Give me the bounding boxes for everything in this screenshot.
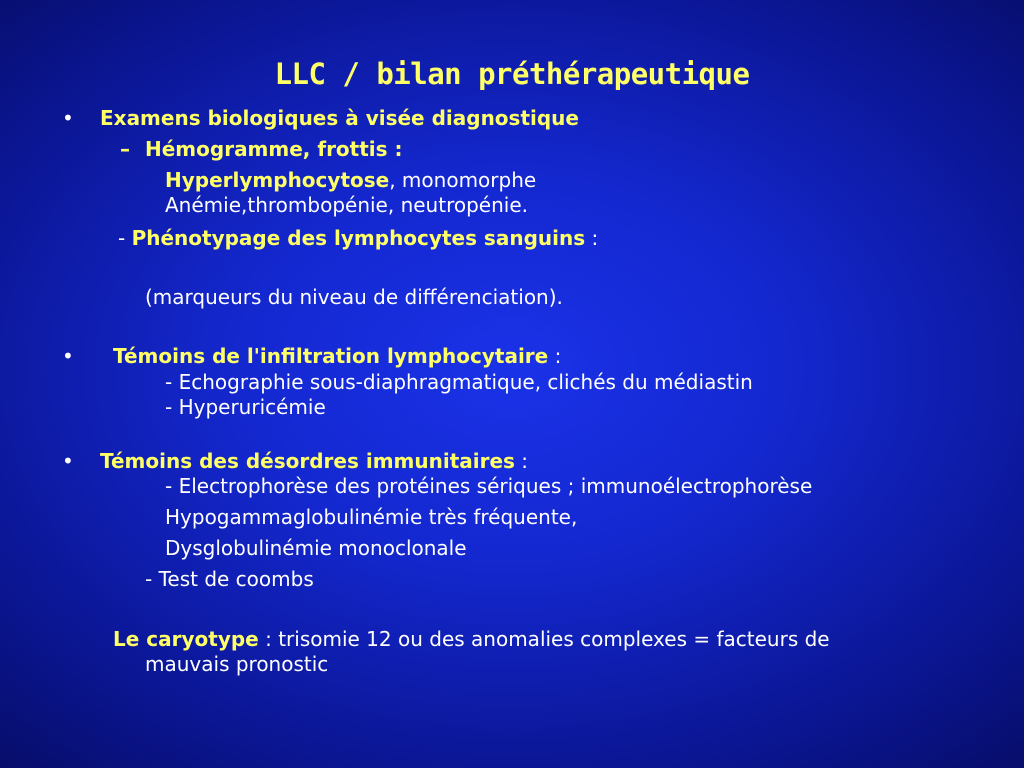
- section-3-colon: :: [514, 449, 529, 473]
- hyperlymphocytose-rest: , monomorphe: [389, 168, 537, 192]
- echographie-line: - Echographie sous-diaphragmatique, clichés du médiastin: [165, 370, 753, 394]
- pronostic-line: mauvais pronostic: [145, 652, 329, 676]
- electrophorese-line: - Electrophorèse des protéines sériques ; immunoélectrophorèse: [165, 474, 813, 498]
- coombs-line: - Test de coombs: [145, 567, 314, 591]
- marqueurs-line: (marqueurs du niveau de différenciation).: [145, 285, 563, 309]
- section-3-heading: Témoins des désordres immunitaires: [100, 449, 515, 473]
- phenotypage-colon: :: [585, 226, 599, 250]
- section-3-heading-line: [100, 451, 528, 471]
- section-2-colon: :: [548, 344, 562, 368]
- hyperlymphocytose-line: [165, 170, 536, 190]
- bullet-2: •: [62, 344, 74, 368]
- phenotypage-line: [118, 228, 598, 248]
- caryotype-label: Le caryotype: [113, 627, 259, 651]
- dash-1: –: [120, 137, 130, 161]
- hyperuricemie-line: - Hyperuricémie: [165, 395, 326, 419]
- section-1-heading: Examens biologiques à visée diagnostique: [100, 106, 579, 130]
- hypogamma-line: Hypogammaglobulinémie très fréquente,: [165, 505, 578, 529]
- anemie-line: Anémie,thrombopénie, neutropénie.: [165, 193, 528, 217]
- bullet-3: •: [62, 449, 74, 473]
- bullet-1: •: [62, 106, 74, 130]
- phenotypage-label: Phénotypage des lymphocytes sanguins: [131, 226, 586, 250]
- dysglobulinemie-line: Dysglobulinémie monoclonale: [165, 536, 467, 560]
- caryotype-line: [113, 629, 830, 649]
- slide-title: LLC / bilan préthérapeutique: [274, 57, 750, 91]
- section-2-heading-line: [113, 346, 561, 366]
- caryotype-rest: : trisomie 12 ou des anomalies complexes = facteurs de: [258, 627, 830, 651]
- section-2-heading: Témoins de l'infiltration lymphocytaire: [113, 344, 549, 368]
- hyperlymphocytose-term: Hyperlymphocytose: [165, 168, 390, 192]
- hyphen-phenotypage: -: [118, 226, 126, 250]
- hemogramme-label: Hémogramme, frottis :: [145, 137, 403, 161]
